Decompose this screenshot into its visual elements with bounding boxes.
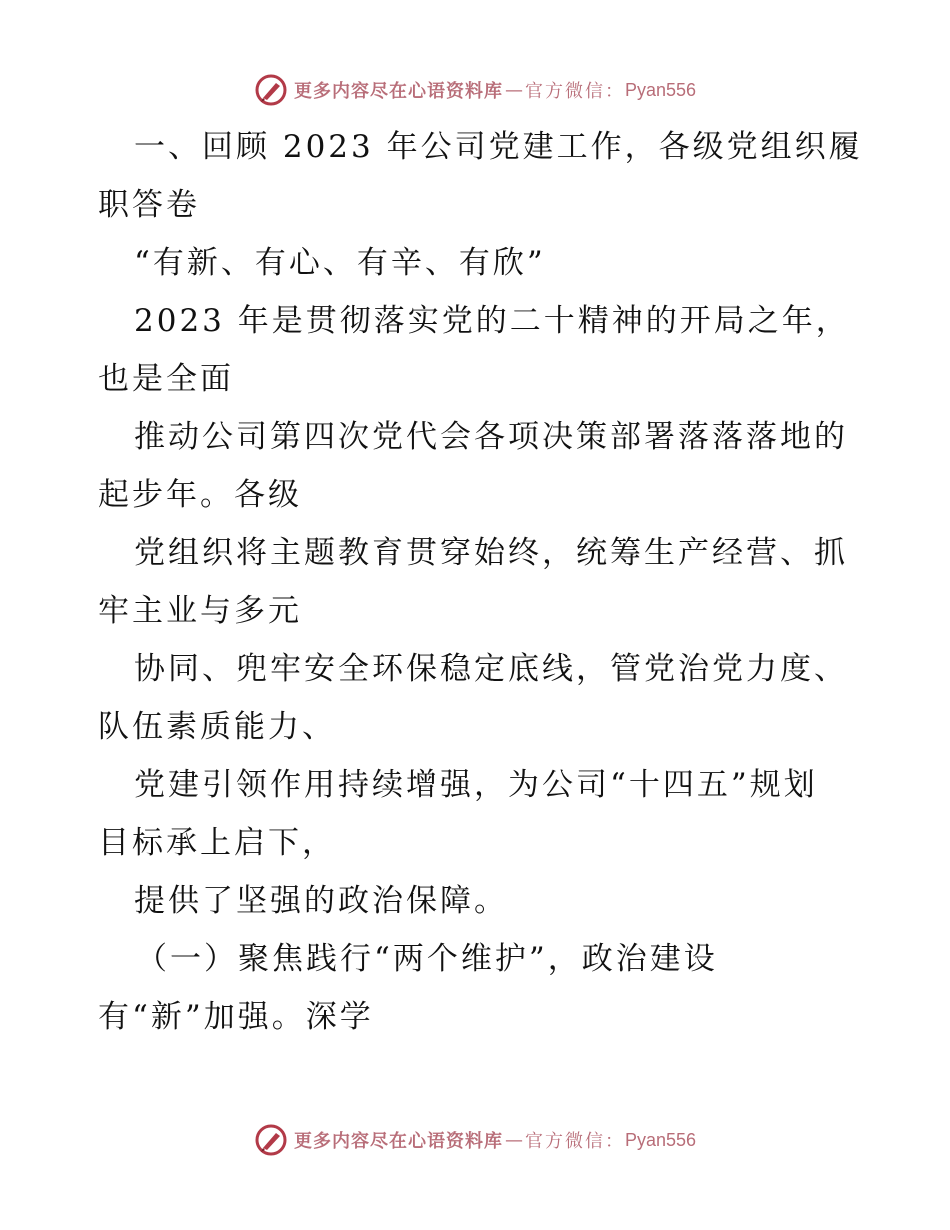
text-line: 有“新”加强。深学 (98, 999, 374, 1035)
text-line: 一、回顾 2023 年公司党建工作，各级党组织履 (134, 129, 863, 165)
text-line: 推动公司第四次党代会各项决策部署落落落地的 (134, 419, 848, 455)
document-body (98, 118, 863, 1046)
text-line: “有新、有心、有辛、有欣” (134, 245, 546, 281)
text-line: 牢主业与多元 (98, 593, 302, 629)
text-line: （一）聚焦践行“两个维护”，政治建设 (136, 941, 718, 977)
watermark-sub-text: 官方微信： (524, 1131, 625, 1152)
watermark-main-text: 更多内容尽在心语资料库 (293, 81, 503, 102)
text-line: 职答卷 (98, 187, 200, 223)
watermark-dash: — (504, 1129, 523, 1151)
watermark-wechat-id: Pyan556 (624, 1129, 697, 1150)
text-line: 协同、兜牢安全环保稳定底线，管党治党力度、 (134, 651, 848, 687)
text-line: 也是全面 (98, 361, 234, 397)
watermark-dash: — (504, 79, 523, 101)
watermark-main-text: 更多内容尽在心语资料库 (293, 1131, 503, 1152)
watermark-sub-text: 官方微信： (524, 81, 625, 102)
pen-logo-icon (254, 73, 288, 107)
header-watermark (0, 70, 950, 110)
pen-logo-icon (254, 1123, 288, 1157)
text-line: 党建引领作用持续增强，为公司“十四五”规划 (134, 767, 818, 803)
text-line: 提供了坚强的政治保障。 (134, 883, 508, 919)
text-line: 党组织将主题教育贯穿始终，统筹生产经营、抓 (134, 535, 848, 571)
text-line: 起步年。各级 (98, 477, 302, 513)
text-line: 2023 年是贯彻落实党的二十精神的开局之年， (134, 303, 850, 339)
footer-watermark (0, 1120, 950, 1160)
text-line: 队伍素质能力、 (98, 709, 336, 745)
watermark-wechat-id: Pyan556 (624, 79, 697, 100)
text-line: 目标承上启下， (98, 825, 336, 861)
